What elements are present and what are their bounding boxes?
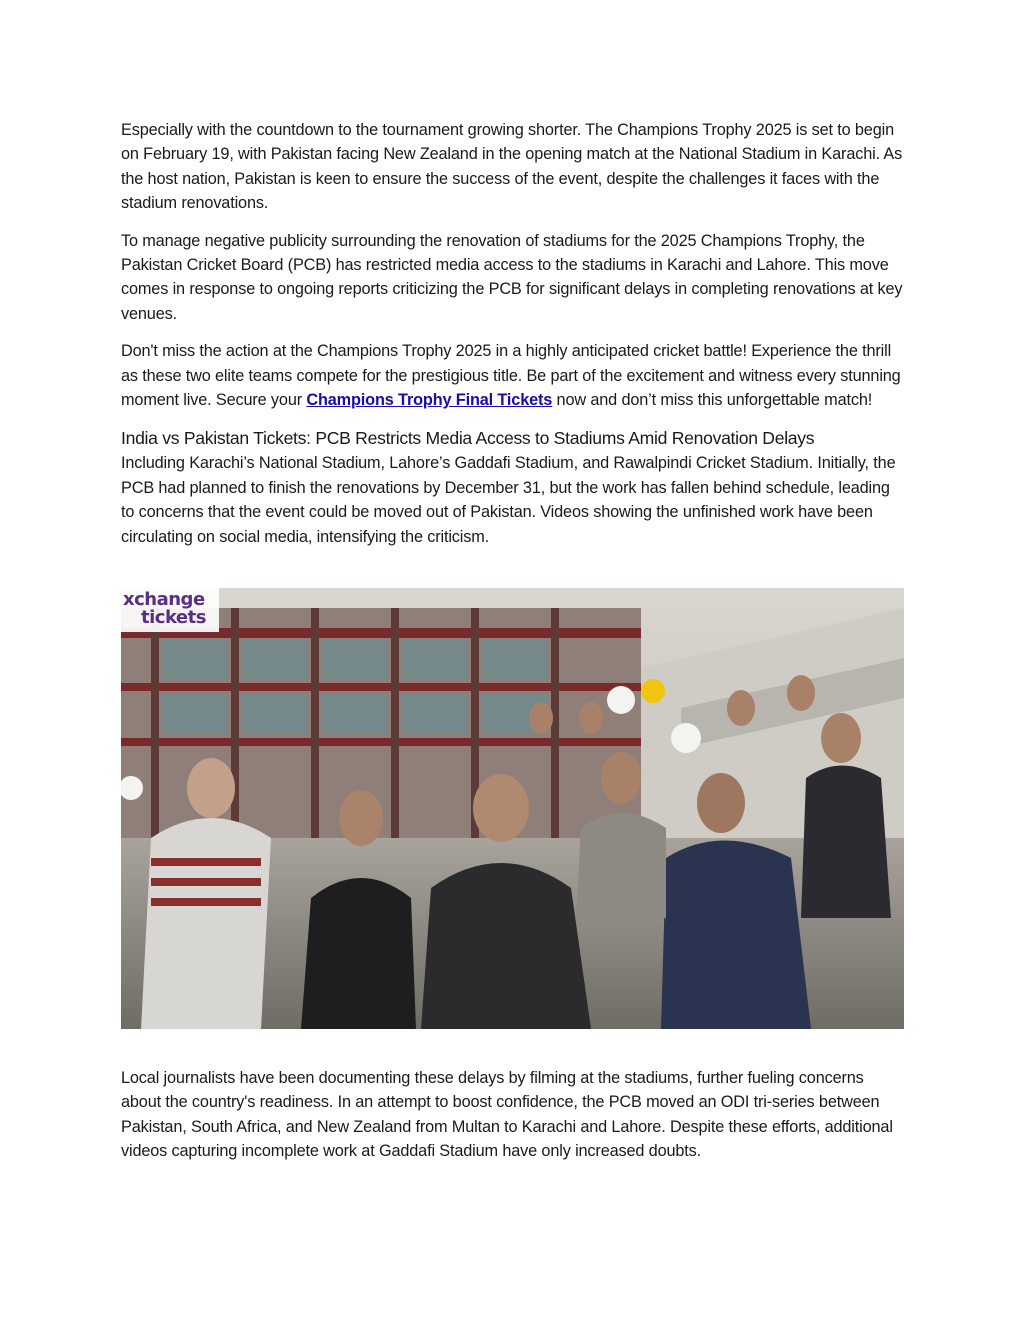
stadium-inspection-photo: [121, 588, 904, 1029]
paragraph-journalists: Local journalists have been documenting these delays by filming at the stadiums, further fueling concerns about the country's readiness. In an attempt to boost confidence, the PCB moved an ODI tri-series between Pakistan, South Africa, and New Zealand from Multan to Karachi and Lahore. Despite these efforts, additional videos capturing incomplete work at Gaddafi Stadium have only increased doubts.: [121, 1069, 893, 1161]
xchange-tickets-logo: [121, 588, 219, 632]
promo-text-after: now and don’t miss this unforgettable match!: [552, 391, 873, 410]
paragraph-promo: [121, 339, 905, 412]
champions-trophy-final-tickets-link[interactable]: Champions Trophy Final Tickets: [306, 391, 553, 410]
paragraph-media-access: To manage negative publicity surrounding the renovation of stadiums for the 2025 Champions Trophy, the Pakistan Cricket Board (PCB) has restricted media access to the stadiums in Karachi and Lahore. This move comes in response to ongoing reports criticizing the PCB for significant delays in completing renovations at key venues.: [121, 231, 903, 323]
paragraph-stadiums: Including Karachi’s National Stadium, Lahore’s Gaddafi Stadium, and Rawalpindi Cricket Stadium. Initially, the PCB had planned to finish the renovations by December 31, but the work has fallen behind schedule, leading to concerns that the event could be moved out of Pakistan. Videos showing the unfinished work have been circulating on social media, intensifying the criticism.: [121, 454, 896, 546]
logo-text-line1: xchange: [123, 589, 205, 610]
photo-illustration: [121, 588, 904, 1029]
section-heading: India vs Pakistan Tickets: PCB Restricts Media Access to Stadiums Amid Renovation Delays: [121, 428, 815, 449]
promo-text-before: Don't miss the action at the Champions Trophy 2025 in a highly anticipated cricket battle! Experience the thrill as these two elite teams compete for the prestigious title. Be part of the excitement and witness every stunning moment live. Secure your: [121, 342, 901, 410]
paragraph-intro: Especially with the countdown to the tournament growing shorter. The Champions Trophy 2025 is set to begin on February 19, with Pakistan facing New Zealand in the opening match at the National Stadium in Karachi. As the host nation, Pakistan is keen to ensure the success of the event, despite the challenges it faces with the stadium renovations.: [121, 121, 903, 213]
logo-text-line2: tickets: [141, 607, 206, 628]
article-body: [121, 118, 905, 562]
article-body-continued: [121, 1066, 905, 1177]
